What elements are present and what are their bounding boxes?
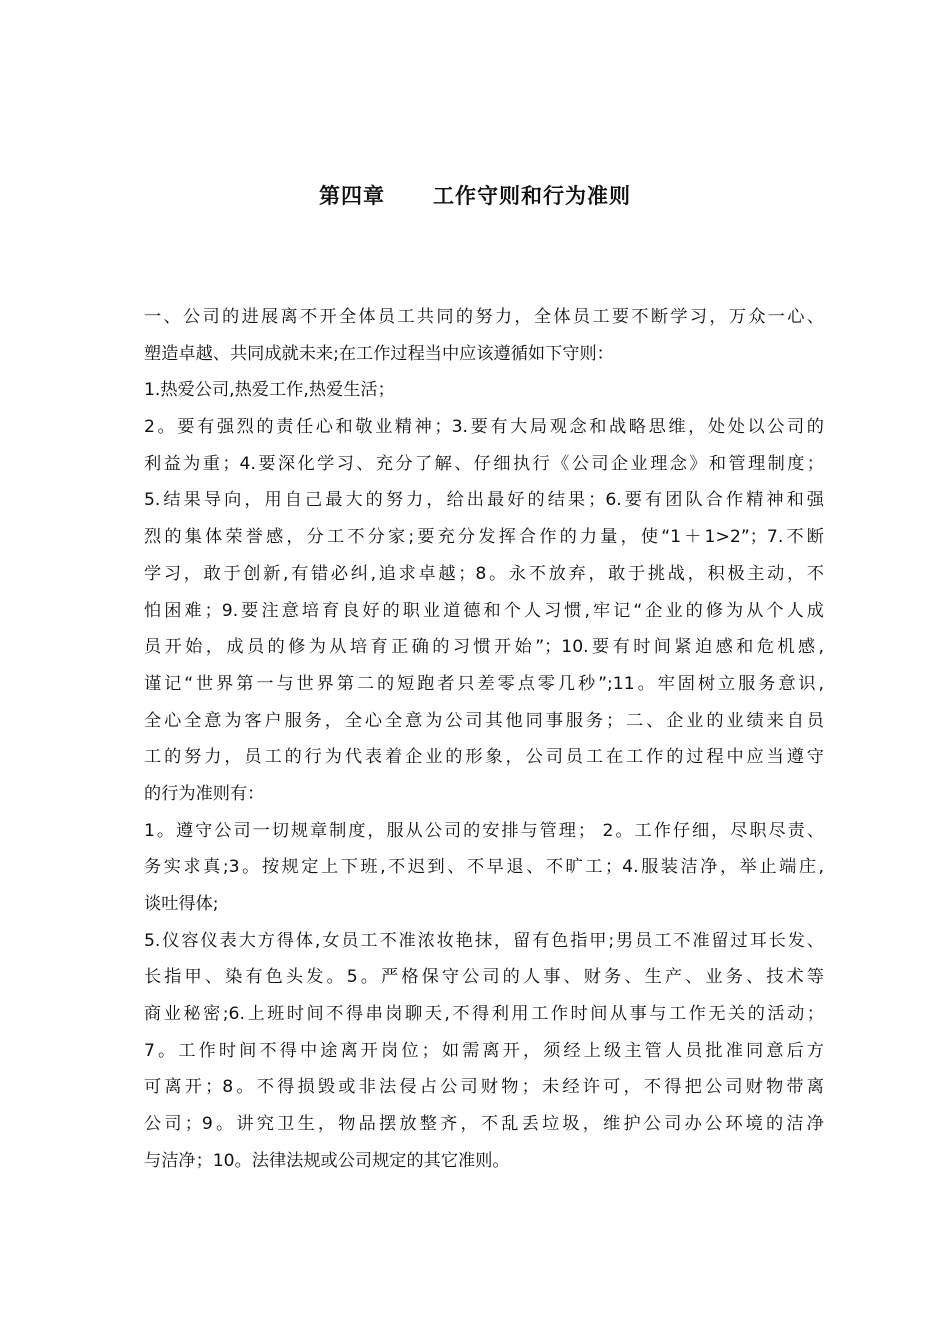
- text-line: 工的努力，员工的行为代表着企业的形象，公司员工在工作的过程中应当遵守: [144, 747, 824, 768]
- text-line: 务实求真;3。按规定上下班,不迟到、不早退、不旷工；4.服装洁净，举止端庄,: [144, 857, 824, 878]
- text-line: 商业秘密;6.上班时间不得串岗聊天,不得利用工作时间从事与工作无关的活动；: [144, 1004, 824, 1025]
- chapter-title: [0, 180, 950, 212]
- text-line: 员开始，成员的修为从培育正确的习惯开始”；10.要有时间紧迫感和危机感,: [144, 637, 824, 658]
- text-line: 怕困难；9.要注意培育良好的职业道德和个人习惯,牢记“企业的修为从个人成: [144, 600, 824, 621]
- text-line: 1.热爱公司,热爱工作,热爱生活；: [144, 380, 395, 401]
- text-line: 公司；9。讲究卫生，物品摆放整齐，不乱丢垃圾，维护公司办公环境的洁净: [144, 1114, 824, 1135]
- text-line: 塑造卓越、共同成就未来;在工作过程当中应该遵循如下守则：: [144, 343, 614, 364]
- text-line: 5.结果导向，用自己最大的努力，给出最好的结果；6.要有团队合作精神和强: [144, 490, 824, 511]
- text-line: 长指甲、染有色头发。5。严格保守公司的人事、财务、生产、业务、技术等: [144, 967, 824, 988]
- text-line: 谨记“世界第一与世界第二的短跑者只差零点零几秒”;11。牢固树立服务意识,: [144, 673, 824, 694]
- text-line: 与洁净；10。法律法规或公司规定的其它准则。: [144, 1150, 510, 1171]
- body-text: [144, 299, 824, 1180]
- text-line: 1。遵守公司一切规章制度，服从公司的安排与管理； 2。工作仔细，尽职尽责、: [144, 820, 824, 841]
- text-line: 7。工作时间不得中途离开岗位；如需离开，须经上级主管人员批准同意后方: [144, 1040, 824, 1061]
- text-line: 的行为准则有：: [144, 783, 265, 804]
- text-line: 一、公司的进展离不开全体员工共同的努力，全体员工要不断学习，万众一心、: [144, 307, 824, 327]
- text-line: 全心全意为客户服务，全心全意为公司其他同事服务；二、企业的业绩来自员: [144, 710, 824, 731]
- text-line: 可离开；8。不得损毁或非法侵占公司财物；未经许可，不得把公司财物带离: [144, 1077, 824, 1098]
- text-line: 利益为重；4.要深化学习、充分了解、仔细执行《公司企业理念》和管理制度；: [144, 453, 824, 474]
- text-line: 2。要有强烈的责任心和敬业精神；3.要有大局观念和战略思维，处处以公司的: [144, 417, 824, 438]
- text-line: 5.仪容仪表大方得体,女员工不准浓妆艳抹，留有色指甲;男员工不准留过耳长发、: [144, 930, 824, 951]
- text-line: 烈的集体荣誉感，分工不分家;要充分发挥合作的力量，使“1＋1>2”；7.不断: [144, 527, 824, 548]
- chapter-number: 第四章: [319, 184, 385, 208]
- text-line: 学习，敢于创新,有错必纠,追求卓越；8。永不放弃，敢于挑战，积极主动，不: [144, 563, 824, 584]
- chapter-heading: 工作守则和行为准则: [433, 184, 631, 208]
- text-line: 谈吐得体;: [144, 894, 219, 914]
